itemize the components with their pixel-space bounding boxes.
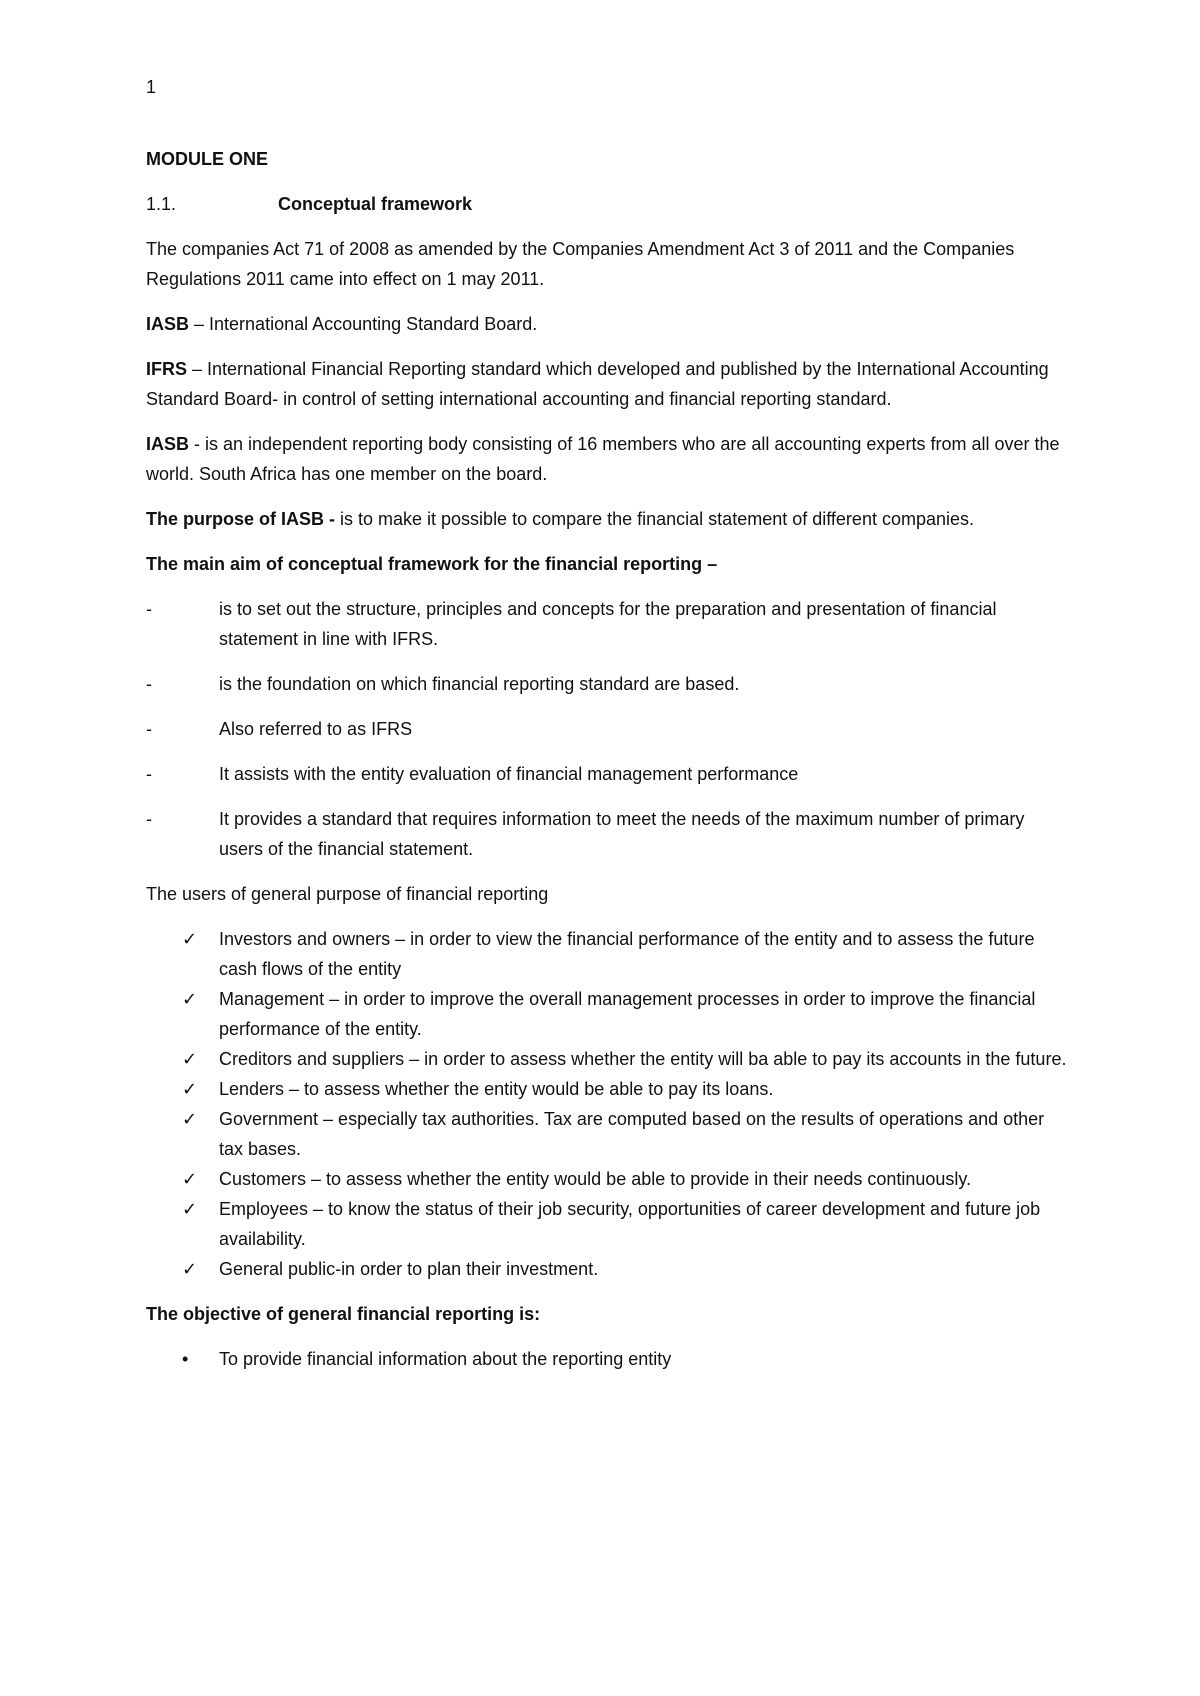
list-item-text: Customers – to assess whether the entity would be able to provide in their needs continuously.	[219, 1169, 972, 1189]
list-item	[146, 1344, 1071, 1374]
list-item-text: Lenders – to assess whether the entity would be able to pay its loans.	[219, 1079, 774, 1099]
definition-text: - is an independent reporting body consisting of 16 members who are all accounting experts from all over the world. South Africa has one member on the board.	[146, 434, 1060, 484]
dash-marker: -	[146, 599, 152, 619]
checkmark-icon: ✓	[182, 1049, 198, 1069]
main-aim-heading: The main aim of conceptual framework for the financial reporting –	[146, 554, 718, 574]
list-item-text: is the foundation on which financial reporting standard are based.	[219, 674, 740, 694]
dash-marker: -	[146, 719, 152, 739]
list-item-text: Also referred to as IFRS	[219, 719, 413, 739]
list-item	[146, 714, 1071, 744]
definition-text: is to make it possible to compare the financial statement of different companies.	[335, 509, 974, 529]
objective-heading: The objective of general financial reporting is:	[146, 1304, 541, 1324]
list-item	[146, 924, 1071, 984]
definition-term: The purpose of IASB -	[146, 509, 335, 529]
checkmark-icon: ✓	[182, 1199, 198, 1219]
list-item-text: Investors and owners – in order to view the financial performance of the entity and to assess the future cash flows of the entity	[219, 929, 1035, 979]
list-item-text: Management – in order to improve the overall management processes in order to improve the financial performance of the entity.	[219, 989, 1036, 1039]
list-item	[146, 669, 1071, 699]
section-number: 1.1.	[146, 194, 177, 214]
list-item-text: General public-in order to plan their investment.	[219, 1259, 599, 1279]
dash-marker: -	[146, 764, 152, 784]
definition-text: – International Accounting Standard Board.	[189, 314, 538, 334]
page-number: 1	[146, 77, 157, 97]
list-item-text: It assists with the entity evaluation of financial management performance	[219, 764, 799, 784]
list-item-text: It provides a standard that requires information to meet the needs of the maximum number of primary users of the financial statement.	[219, 809, 1025, 859]
list-item-text: To provide financial information about the reporting entity	[219, 1349, 672, 1369]
dash-marker: -	[146, 809, 152, 829]
definition-ifrs	[146, 354, 1071, 414]
definition-term: IASB	[146, 314, 190, 334]
module-title: MODULE ONE	[146, 149, 269, 169]
list-item-text: Creditors and suppliers – in order to assess whether the entity will ba able to pay its accounts in the future.	[219, 1049, 1067, 1069]
list-item-text: Employees – to know the status of their job security, opportunities of career development and future job availability.	[219, 1199, 1041, 1249]
list-item	[146, 1074, 1071, 1104]
list-item	[146, 1194, 1071, 1254]
checkmark-icon: ✓	[182, 1169, 198, 1189]
list-item	[146, 804, 1071, 864]
users-heading: The users of general purpose of financial reporting	[146, 884, 549, 904]
intro-paragraph: The companies Act 71 of 2008 as amended by the Companies Amendment Act 3 of 2011 and the Companies Regulations 2011 came into effect on 1 may 2011.	[146, 239, 1015, 289]
document-content	[146, 144, 1071, 1374]
list-item	[146, 984, 1071, 1044]
definition-iasb-body	[146, 429, 1071, 489]
checkmark-icon: ✓	[182, 929, 198, 949]
list-item	[146, 1254, 1071, 1284]
list-item-text: is to set out the structure, principles and concepts for the preparation and presentation of financial statement in line with IFRS.	[219, 599, 997, 649]
list-item	[146, 1104, 1071, 1164]
checkmark-icon: ✓	[182, 1259, 198, 1279]
list-item	[146, 1044, 1071, 1074]
definition-purpose	[146, 504, 1071, 534]
definition-text: – International Financial Reporting standard which developed and published by the International Accounting Standard Board- in control of setting international accounting and financial reporting standard.	[146, 359, 1049, 409]
definition-term: IASB	[146, 434, 190, 454]
bullet-icon: •	[182, 1349, 189, 1369]
list-item-text: Government – especially tax authorities. Tax are computed based on the results of operations and other tax bases.	[219, 1109, 1045, 1159]
list-item	[146, 594, 1071, 654]
definition-iasb	[146, 309, 1071, 339]
section-title: Conceptual framework	[278, 194, 473, 214]
users-list	[146, 924, 1071, 1284]
checkmark-icon: ✓	[182, 1079, 198, 1099]
section-heading	[146, 189, 1071, 219]
list-item	[146, 759, 1071, 789]
main-aim-list	[146, 594, 1071, 864]
checkmark-icon: ✓	[182, 1109, 198, 1129]
dash-marker: -	[146, 674, 152, 694]
list-item	[146, 1164, 1071, 1194]
checkmark-icon: ✓	[182, 989, 198, 1009]
objective-list	[146, 1344, 1071, 1374]
definition-term: IFRS	[146, 359, 188, 379]
